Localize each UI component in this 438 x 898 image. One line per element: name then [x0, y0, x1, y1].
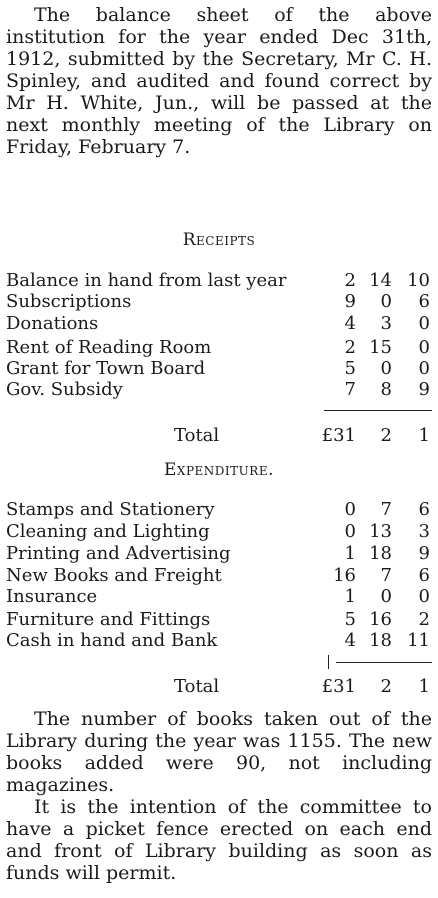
total-label: Total	[174, 425, 220, 446]
total-rule-tick	[328, 655, 329, 669]
pence: 9	[418, 543, 430, 564]
row-label: Cash in hand and Bank	[6, 630, 218, 651]
table-row	[6, 270, 432, 292]
row-label: Cleaning and Lighting	[6, 521, 210, 542]
pounds: 5	[344, 609, 356, 630]
shillings: 15	[369, 337, 392, 358]
pence: 1	[418, 676, 430, 697]
table-row	[6, 291, 432, 313]
pence: 0	[418, 337, 430, 358]
row-label: Stamps and Stationery	[6, 499, 215, 520]
row-label: Balance in hand from last year	[6, 270, 287, 291]
pounds: 7	[344, 379, 356, 400]
books-paragraph: The number of books taken out of the Library during the year was 1155. The new books added were 90, not including magazines.	[6, 708, 432, 796]
closing-paragraphs	[6, 708, 432, 884]
total-row	[6, 676, 432, 698]
total-rule	[336, 662, 432, 663]
shillings: 13	[369, 521, 392, 542]
row-label: Printing and Advertising	[6, 543, 231, 564]
row-label: New Books and Freight	[6, 565, 222, 586]
row-label: Grant for Town Board	[6, 358, 206, 379]
shillings: 0	[380, 586, 392, 607]
row-label: Furniture and Fittings	[6, 609, 211, 630]
pounds: £31	[321, 425, 356, 446]
pence: 11	[407, 630, 430, 651]
shillings: 3	[380, 313, 392, 334]
row-label: Rent of Reading Room	[6, 337, 212, 358]
pence: 2	[418, 609, 430, 630]
pounds: £31	[321, 676, 356, 697]
fence-paragraph: It is the intention of the committee to have a picket fence erected on each end and front of Library building as soon as funds will permit.	[6, 796, 432, 884]
pounds: 2	[344, 337, 356, 358]
shillings: 14	[369, 270, 392, 291]
row-label: Gov. Subsidy	[6, 379, 123, 400]
table-row	[6, 586, 432, 608]
shillings: 0	[380, 358, 392, 379]
row-label: Insurance	[6, 586, 98, 607]
pence: 3	[418, 521, 430, 542]
shillings: 16	[369, 609, 392, 630]
pounds: 9	[344, 291, 356, 312]
pence: 6	[418, 565, 430, 586]
table-row	[6, 337, 432, 359]
pounds: 16	[333, 565, 356, 586]
total-label: Total	[174, 676, 220, 697]
shillings: 2	[380, 676, 392, 697]
table-row	[6, 630, 432, 652]
pounds: 4	[344, 630, 356, 651]
pounds: 1	[344, 543, 356, 564]
pounds: 1	[344, 586, 356, 607]
pounds: 0	[344, 499, 356, 520]
table-row	[6, 565, 432, 587]
pounds: 2	[344, 270, 356, 291]
row-label: Donations	[6, 313, 99, 334]
pence: 0	[418, 313, 430, 334]
shillings: 18	[369, 630, 392, 651]
shillings: 8	[380, 379, 392, 400]
table-row	[6, 358, 432, 380]
receipts-heading: Receipts	[182, 230, 256, 250]
pence: 10	[407, 270, 430, 291]
shillings: 2	[380, 425, 392, 446]
pence: 0	[418, 358, 430, 379]
shillings: 7	[380, 565, 392, 586]
shillings: 7	[380, 499, 392, 520]
table-row	[6, 313, 432, 335]
pounds: 5	[344, 358, 356, 379]
pence: 1	[418, 425, 430, 446]
pence: 6	[418, 291, 430, 312]
total-rule	[324, 410, 432, 411]
shillings: 18	[369, 543, 392, 564]
table-row	[6, 543, 432, 565]
intro-paragraph: The balance sheet of the above institution for the year ended Dec 31th, 1912, submitted by the Secretary, Mr C. H. Spinley, and audited and found correct by Mr H. White, Jun., will be passed at the next monthly meeting of the Library on Friday, February 7.	[6, 4, 432, 158]
pence: 0	[418, 586, 430, 607]
pounds: 0	[344, 521, 356, 542]
total-row	[6, 425, 432, 447]
pounds: 4	[344, 313, 356, 334]
table-row	[6, 521, 432, 543]
pence: 6	[418, 499, 430, 520]
table-row	[6, 609, 432, 631]
table-row	[6, 379, 432, 401]
pence: 9	[418, 379, 430, 400]
shillings: 0	[380, 291, 392, 312]
row-label: Subscriptions	[6, 291, 132, 312]
table-row	[6, 499, 432, 521]
expenditure-heading: Expenditure.	[164, 460, 274, 480]
